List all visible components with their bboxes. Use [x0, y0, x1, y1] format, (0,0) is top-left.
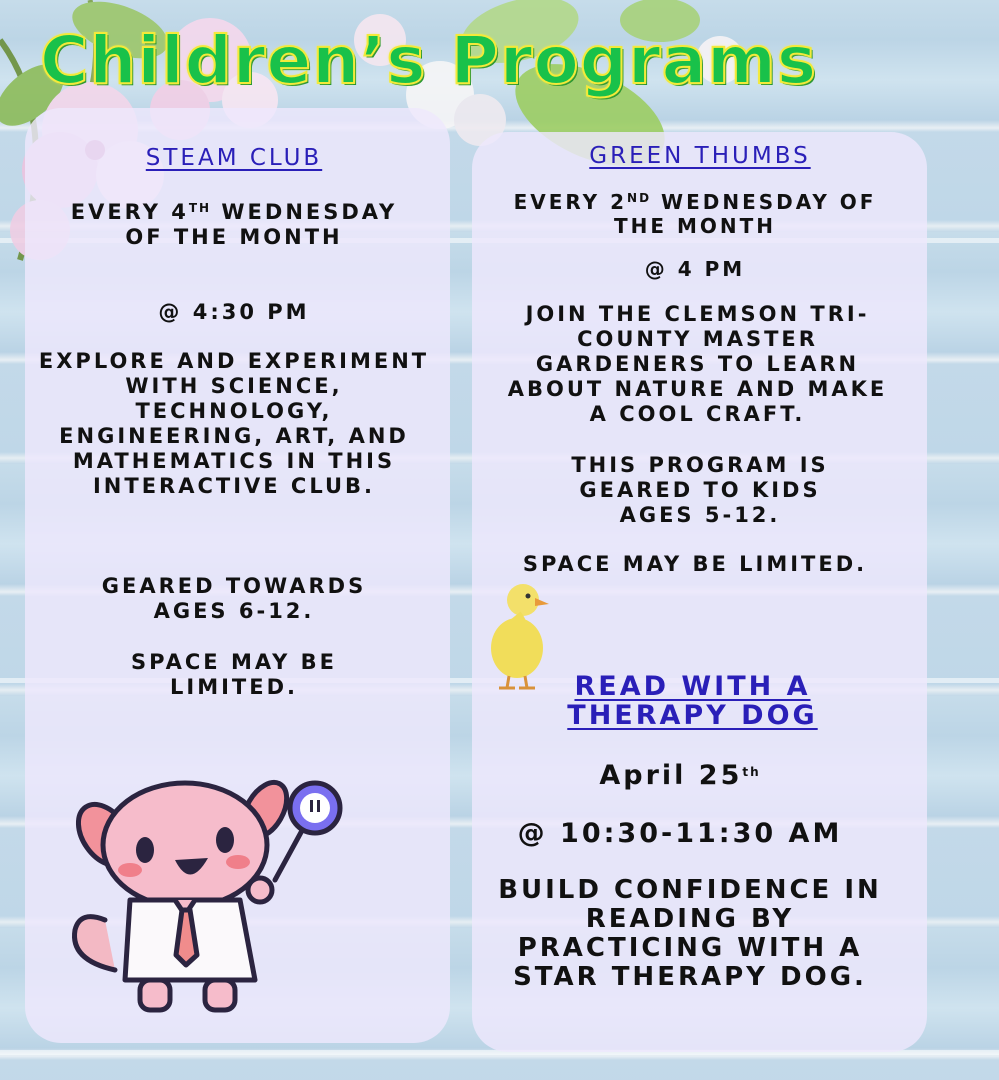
axolotl-scientist-illustration	[60, 770, 360, 1030]
steam-schedule-sup: TH	[188, 201, 212, 215]
steam-schedule-post: WEDNESDAY OF THE MONTH	[125, 200, 398, 249]
therapy-dog-heading[interactable]: READ WITH A THERAPY DOG	[567, 671, 818, 731]
green-schedule-pre: EVERY 2	[513, 190, 628, 214]
green-thumbs-description: JOIN THE CLEMSON TRI-COUNTY MASTER GARDENERS TO LEARN ABOUT NATURE AND MAKE A COOL CRAFT.	[507, 302, 888, 426]
green-schedule-post: WEDNESDAY OF THE MONTH	[613, 190, 877, 238]
steam-club-ages: GEARED TOWARDS AGES 6-12.	[101, 574, 367, 623]
therapy-dog-time: @ 10:30-11:30 AM	[517, 818, 843, 849]
therapy-dog-description: BUILD CONFIDENCE IN READING BY PRACTICING WITH A STAR THERAPY DOG.	[498, 875, 882, 992]
page-title: Children’s Programs	[40, 22, 818, 99]
green-thumbs-note: SPACE MAY BE LIMITED.	[522, 552, 868, 576]
green-thumbs-ages: THIS PROGRAM IS GEARED TO KIDS AGES 5-12.	[571, 453, 829, 527]
steam-club-heading[interactable]: STEAM CLUB	[145, 145, 323, 171]
steam-schedule-pre: EVERY 4	[70, 200, 189, 224]
green-schedule-sup: ND	[627, 191, 652, 205]
steam-club-note: SPACE MAY BE LIMITED.	[131, 650, 337, 699]
therapy-date-sup: th	[742, 765, 761, 779]
green-thumbs-schedule	[495, 190, 895, 238]
green-thumbs-time: @ 4 PM	[644, 257, 746, 281]
therapy-dog-date	[550, 760, 810, 792]
steam-club-schedule	[50, 200, 418, 250]
steam-club-time: @ 4:30 PM	[158, 300, 310, 324]
steam-club-description: EXPLORE AND EXPERIMENT WITH SCIENCE, TECHNOLOGY, ENGINEERING, ART, AND MATHEMATICS IN THIS INTERACTIVE CLUB.	[38, 349, 430, 498]
therapy-date-pre: April 25	[599, 760, 743, 791]
green-thumbs-heading[interactable]: GREEN THUMBS	[589, 143, 811, 169]
